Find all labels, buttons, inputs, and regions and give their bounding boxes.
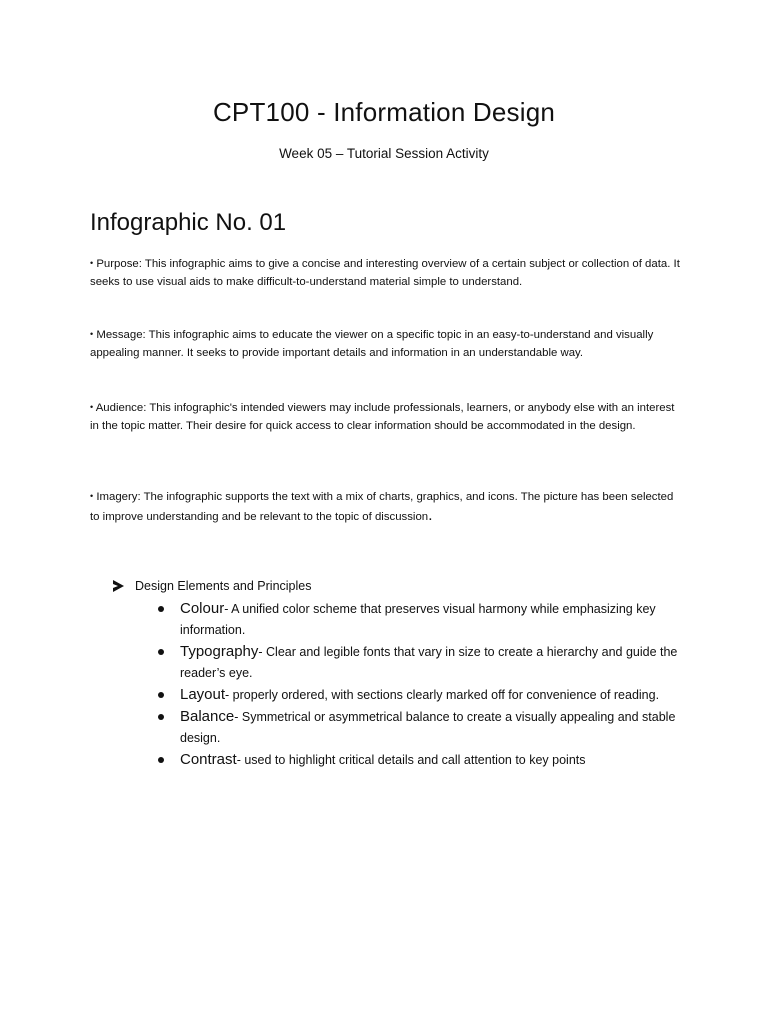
bullet-dot-icon [158, 757, 164, 763]
paragraph-audience-text: Audience: This infographic's intended viewers may include professionals, learners, or anybody else with an interest in the topic matter. Their desire for quick access to clear information should be accommodated in the design. [90, 402, 675, 432]
paragraph-message [90, 326, 680, 362]
paragraph-purpose [90, 255, 680, 291]
list-item-contrast [113, 749, 713, 771]
item-description: - Symmetrical or asymmetrical balance to create a visually appealing and stable design. [180, 710, 676, 745]
item-term: Layout [180, 686, 226, 703]
bullet-dot-icon [158, 692, 164, 698]
section-heading: Infographic No. 01 [90, 209, 287, 236]
paragraph-imagery-text: Imagery: The infographic supports the text with a mix of charts, graphics, and icons. The picture has been selected to improve understanding and be relevant to the topic of discussion [90, 491, 674, 523]
bullet-dot-icon [158, 714, 164, 720]
list-item-colour [113, 598, 713, 641]
item-term: Colour [180, 600, 225, 617]
page-subtitle: Week 05 – Tutorial Session Activity [279, 146, 489, 161]
bullet-glyph: • [90, 491, 94, 501]
bullet-dot-icon [158, 649, 164, 655]
item-description: - Clear and legible fonts that vary in size to create a hierarchy and guide the reader’s eye. [180, 645, 678, 680]
design-elements-list [113, 576, 713, 771]
bullet-dot-icon [158, 606, 164, 612]
item-term: Contrast [180, 751, 237, 768]
design-elements-heading-text: Design Elements and Principles [135, 579, 312, 593]
paragraph-purpose-text: Purpose: This infographic aims to give a concise and interesting overview of a certain subject or collection of data. It seeks to use visual aids to make difficult-to-understand material simple to understand. [90, 258, 680, 288]
list-item-typography [113, 641, 713, 684]
list-item-layout [113, 684, 713, 706]
arrow-bullet-icon [113, 580, 124, 592]
bullet-glyph: • [90, 402, 94, 412]
design-elements-heading [113, 576, 713, 596]
bullet-glyph: • [90, 258, 94, 268]
paragraph-imagery [90, 488, 680, 526]
item-description: - A unified color scheme that preserves visual harmony while emphasizing key information. [180, 602, 656, 637]
paragraph-imagery-end: . [428, 506, 433, 524]
item-term: Typography [180, 643, 259, 660]
bullet-glyph: • [90, 329, 94, 339]
paragraph-audience [90, 399, 680, 435]
design-elements-items [113, 598, 713, 771]
list-item-balance [113, 706, 713, 749]
item-description: - properly ordered, with sections clearly marked off for convenience of reading. [225, 688, 660, 702]
item-description: - used to highlight critical details and call attention to key points [236, 753, 586, 767]
item-term: Balance [180, 708, 235, 725]
page-title: CPT100 - Information Design [212, 97, 556, 127]
paragraph-message-text: Message: This infographic aims to educate the viewer on a specific topic in an easy-to-understand and visually appealing manner. It seeks to provide important details and information in an understandable way. [90, 329, 654, 359]
